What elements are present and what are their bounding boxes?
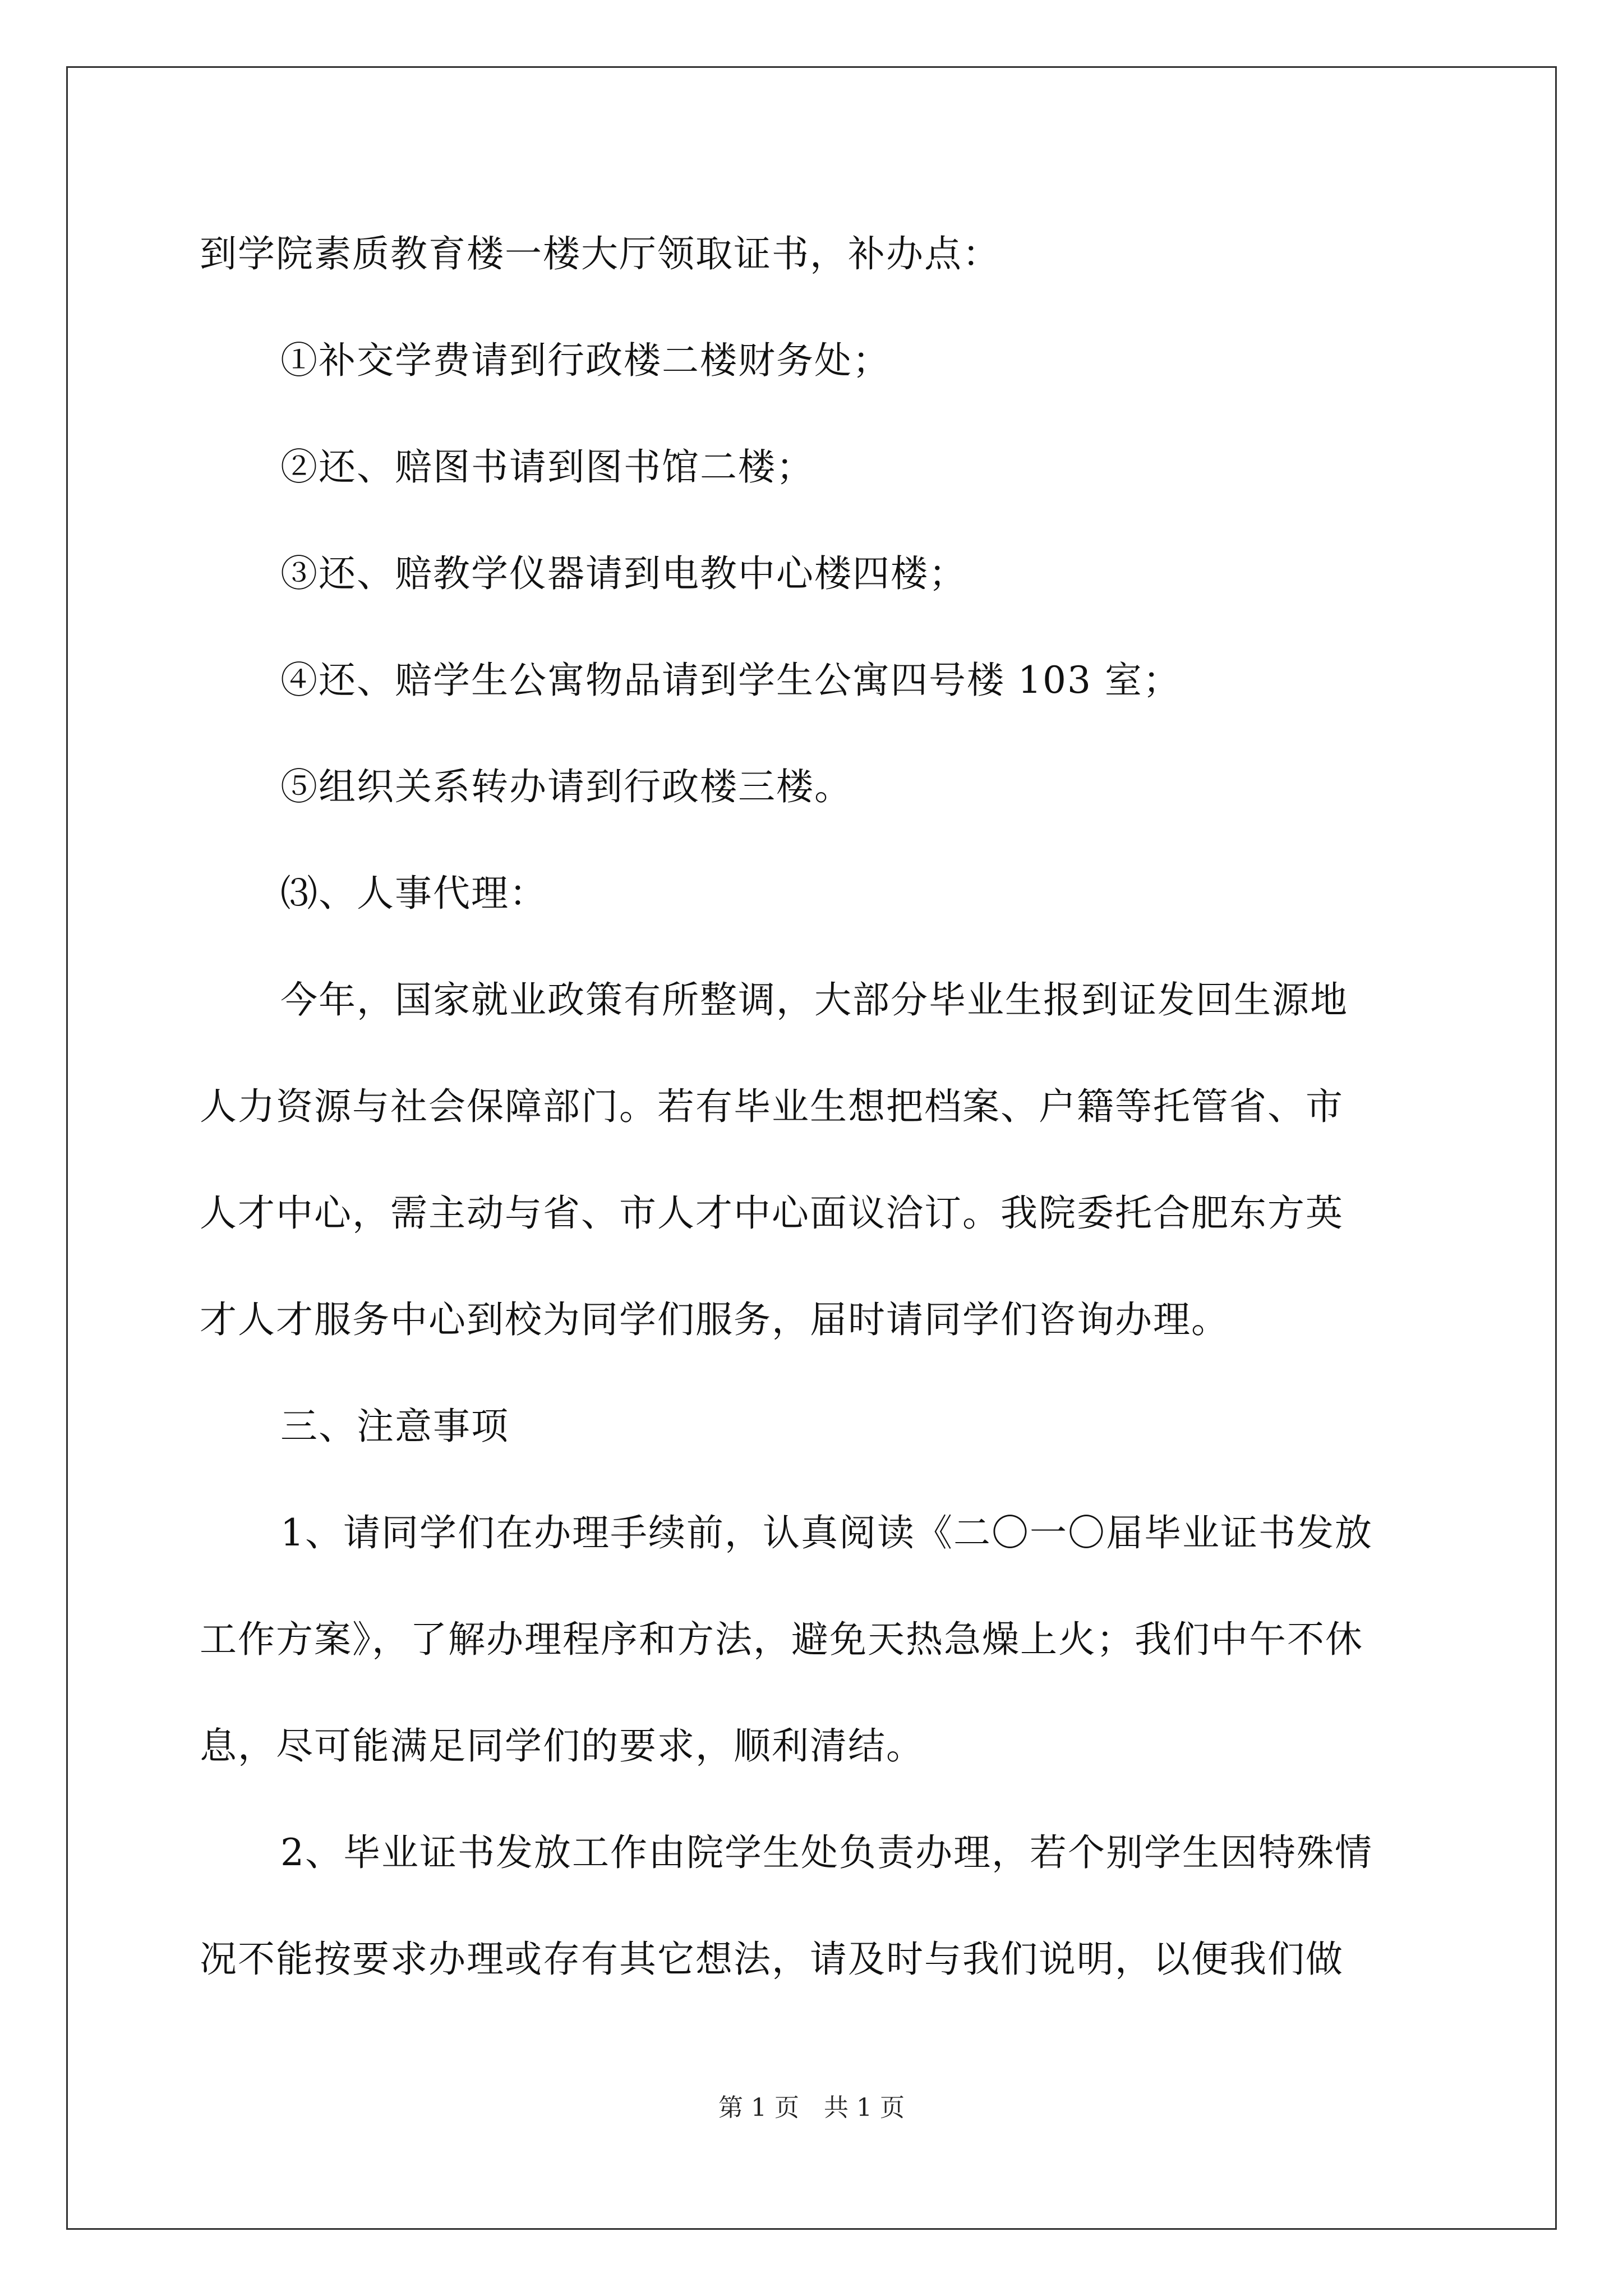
text-line-5: ④还、赔学生公寓物品请到学生公寓四号楼 103 室； <box>280 659 1181 702</box>
text-line-7: ⑶、人事代理： <box>280 872 547 915</box>
page-footer: 第 1 页 共 1 页 <box>718 2093 905 2122</box>
text-line-16: 2、毕业证书发放工作由院学生处负责办理，若个别学生因特殊情 <box>280 1831 1373 1874</box>
text-line-15: 息，尽可能满足同学们的要求，顺利清结。 <box>200 1724 924 1768</box>
text-line-13: 1、请同学们在办理手续前，认真阅读《二〇一〇届毕业证书发放 <box>280 1511 1373 1554</box>
text-line-3: ②还、赔图书请到图书馆二楼； <box>280 445 814 489</box>
text-line-6: ⑤组织关系转办请到行政楼三楼。 <box>280 765 852 808</box>
text-line-9: 人力资源与社会保障部门。若有毕业生想把档案、户籍等托管省、市 <box>200 1085 1344 1128</box>
text-line-14: 工作方案》，了解办理程序和方法，避免天热急燥上火；我们中午不休 <box>200 1618 1363 1661</box>
text-line-2: ①补交学费请到行政楼二楼财务处； <box>280 339 891 382</box>
text-line-12: 三、注意事项 <box>280 1405 509 1448</box>
text-line-10: 人才中心，需主动与省、市人才中心面议洽订。我院委托合肥东方英 <box>200 1191 1344 1235</box>
text-line-11: 才人才服务中心到校为同学们服务，届时请同学们咨询办理。 <box>200 1298 1229 1341</box>
page-border <box>66 66 1557 2230</box>
text-line-17: 况不能按要求办理或存有其它想法，请及时与我们说明，以便我们做 <box>200 1938 1344 1981</box>
text-line-8: 今年，国家就业政策有所整调，大部分毕业生报到证发回生源地 <box>280 978 1348 1022</box>
text-line-4: ③还、赔教学仪器请到电教中心楼四楼； <box>280 552 967 595</box>
text-line-1: 到学院素质教育楼一楼大厅领取证书，补办点： <box>200 232 1000 275</box>
